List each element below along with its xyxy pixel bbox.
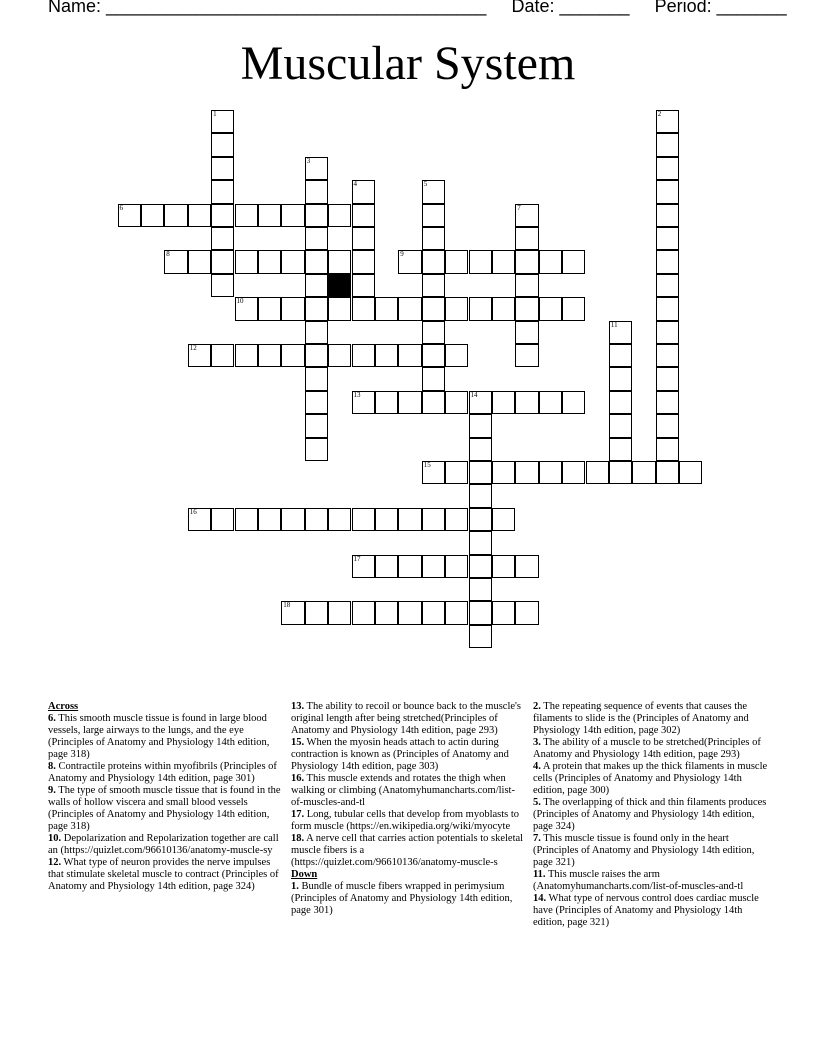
crossword-cell[interactable]	[422, 204, 445, 227]
clue-across-12: 12. What type of neuron provides the nerve impulses that stimulate skeletal muscle to contract (Principles of Anatomy and Physiology 14th edition, page 324)	[48, 857, 279, 892]
crossword-cell[interactable]	[609, 414, 632, 437]
crossword-cell[interactable]	[352, 204, 375, 227]
crossword-cell[interactable]	[469, 531, 492, 554]
crossword-cell[interactable]	[562, 250, 585, 273]
clue-number: 16	[189, 507, 197, 516]
clues-column-left	[48, 701, 282, 893]
crossword-cell[interactable]	[305, 438, 328, 461]
crossword-cell[interactable]	[422, 321, 445, 344]
crossword-cell[interactable]	[305, 250, 328, 273]
crossword-cell[interactable]	[422, 601, 445, 624]
crossword-cell[interactable]	[328, 204, 351, 227]
clue-down-2: 2. The repeating sequence of events that causes the filaments to slide is the (Principles of Anatomy and Physiology 14th edition, page 302)	[533, 701, 749, 736]
clue-number: 5	[423, 180, 428, 189]
crossword-cell[interactable]	[679, 461, 702, 484]
crossword-cell[interactable]	[492, 508, 515, 531]
crossword-cell[interactable]	[305, 157, 328, 180]
crossword-cell[interactable]	[469, 555, 492, 578]
crossword-cell[interactable]	[469, 297, 492, 320]
crossword-cell[interactable]	[281, 297, 304, 320]
crossword-cell[interactable]	[492, 391, 515, 414]
crossword-cell[interactable]	[235, 344, 258, 367]
clue-down-5: 5. The overlapping of thick and thin filaments produces (Principles of Anatomy and Physiology 14th edition, page 324)	[533, 797, 767, 832]
crossword-cell[interactable]	[375, 391, 398, 414]
crossword-cell[interactable]	[305, 204, 328, 227]
clue-across-10: 10. Depolarization and Repolarization together are call an (https://quizlet.com/96610136/anatomy-muscle-sy	[48, 833, 279, 856]
crossword-cell[interactable]	[632, 461, 655, 484]
crossword-cell[interactable]	[281, 250, 304, 273]
crossword-cell[interactable]	[164, 250, 187, 273]
crossword-cell[interactable]	[515, 250, 538, 273]
crossword-cell[interactable]	[164, 204, 187, 227]
clue-number: 11	[610, 320, 618, 329]
crossword-cell[interactable]	[305, 508, 328, 531]
crossword-cell[interactable]	[258, 297, 281, 320]
crossword-cell[interactable]	[539, 391, 562, 414]
crossword-cell[interactable]	[445, 601, 468, 624]
crossword-cell[interactable]	[305, 391, 328, 414]
crossword-cell[interactable]	[281, 601, 304, 624]
name-field-label[interactable]: Name: ______________________________________	[48, 0, 487, 16]
crossword-cell[interactable]	[305, 344, 328, 367]
crossword-cell[interactable]	[305, 274, 328, 297]
crossword-cell[interactable]	[656, 391, 679, 414]
clue-across-18: 18. A nerve cell that carries action potentials to skeletal muscle fibers is a (https://quizlet.com/96610136/anatomy-muscle-s	[291, 833, 524, 868]
crossword-cell[interactable]	[445, 461, 468, 484]
crossword-cell[interactable]	[352, 344, 375, 367]
crossword-cell[interactable]	[352, 274, 375, 297]
crossword-cell[interactable]	[422, 344, 445, 367]
clue-number: 18	[283, 601, 291, 610]
crossword-cell[interactable]	[445, 555, 468, 578]
crossword-cell[interactable]	[211, 344, 234, 367]
crossword-cell[interactable]	[328, 508, 351, 531]
crossword-cell[interactable]	[445, 344, 468, 367]
crossword-cell[interactable]	[422, 461, 445, 484]
crossword-cell[interactable]	[656, 274, 679, 297]
crossword-cell[interactable]	[352, 180, 375, 203]
crossword-cell[interactable]	[609, 438, 632, 461]
clue-number: 3	[306, 156, 311, 165]
crossword-cell[interactable]	[352, 508, 375, 531]
crossword-cell[interactable]	[609, 391, 632, 414]
crossword-cell[interactable]	[305, 414, 328, 437]
crossword-cell[interactable]	[562, 461, 585, 484]
crossword-cell[interactable]	[398, 297, 421, 320]
clue-across-8: 8. Contractile proteins within myofibrils (Principles of Anatomy and Physiology 14th edition, page 301)	[48, 761, 277, 784]
clue-number: 8	[166, 250, 170, 259]
clue-across-15: 15. When the myosin heads attach to actin during contraction is known as (Principles of Anatomy and Physiology 14th edition, page 303)	[291, 737, 509, 772]
crossword-cell[interactable]	[656, 438, 679, 461]
crossword-cell[interactable]	[515, 601, 538, 624]
crossword-cell[interactable]	[469, 250, 492, 273]
crossword-cell[interactable]	[305, 297, 328, 320]
crossword-cell[interactable]	[562, 391, 585, 414]
crossword-cell[interactable]	[375, 555, 398, 578]
clue-down-3: 3. The ability of a muscle to be stretched(Principles of Anatomy and Physiology 14th edition, page 293)	[533, 737, 761, 760]
crossword-cell[interactable]	[515, 274, 538, 297]
crossword-cell[interactable]	[469, 484, 492, 507]
crossword-cell[interactable]	[281, 508, 304, 531]
crossword-cell[interactable]	[515, 461, 538, 484]
crossword-cell[interactable]	[352, 227, 375, 250]
crossword-cell[interactable]	[445, 250, 468, 273]
crossword-cell[interactable]	[352, 555, 375, 578]
crossword-cell[interactable]	[188, 508, 211, 531]
crossword-cell[interactable]	[281, 204, 304, 227]
page-title: Muscular System	[240, 37, 576, 90]
clue-down-14: 14. What type of nervous control does cardiac muscle have (Principles of Anatomy and Physiology 14th edition, page 321)	[533, 893, 759, 928]
crossword-cell[interactable]	[469, 391, 492, 414]
crossword-cell[interactable]	[492, 297, 515, 320]
crossword-cell[interactable]	[656, 157, 679, 180]
crossword-cell[interactable]	[586, 461, 609, 484]
crossword-cell[interactable]	[656, 250, 679, 273]
clue-number: 14	[470, 390, 478, 399]
crossword-cell[interactable]	[305, 180, 328, 203]
crossword-cell[interactable]	[656, 461, 679, 484]
crossword-cell[interactable]	[328, 250, 351, 273]
clue-number: 9	[400, 250, 404, 259]
crossword-cell[interactable]	[258, 204, 281, 227]
crossword-cell[interactable]	[328, 601, 351, 624]
crossword-cell[interactable]	[609, 461, 632, 484]
crossword-cell[interactable]	[609, 344, 632, 367]
crossword-cell[interactable]	[656, 344, 679, 367]
clue-number: 13	[353, 390, 361, 399]
crossword-cell[interactable]	[492, 555, 515, 578]
date-field-label[interactable]: Date: _______	[511, 0, 630, 16]
crossword-cell[interactable]	[656, 110, 679, 133]
crossword-cell[interactable]	[515, 227, 538, 250]
crossword-cell[interactable]	[141, 204, 164, 227]
crossword-cell[interactable]	[445, 391, 468, 414]
crossword-cell[interactable]	[492, 461, 515, 484]
crossword-cell[interactable]	[562, 297, 585, 320]
crossword-cell[interactable]	[656, 133, 679, 156]
crossword-cell[interactable]	[422, 227, 445, 250]
crossword-cell[interactable]	[445, 297, 468, 320]
crossword-cell[interactable]	[398, 250, 421, 273]
crossword-cell[interactable]	[422, 391, 445, 414]
clue-across-17: 17. Long, tubular cells that develop from myoblasts to form muscle (https://en.wikipedia.org/wiki/myocyte	[291, 809, 520, 832]
crossword-cell[interactable]	[398, 601, 421, 624]
crossword-cell[interactable]	[398, 344, 421, 367]
crossword-cell[interactable]	[422, 555, 445, 578]
crossword-cell[interactable]	[539, 297, 562, 320]
crossword-cell[interactable]	[656, 180, 679, 203]
across-heading: Across	[48, 701, 79, 712]
crossword-cell[interactable]	[305, 601, 328, 624]
crossword-cell[interactable]	[445, 508, 468, 531]
crossword-cell[interactable]	[188, 344, 211, 367]
clue-across-13: 13. The ability to recoil or bounce back to the muscle's original length after being stretched(Principles of Anatomy and Physiology 14th edition, page 293)	[291, 701, 522, 736]
crossword-cell[interactable]	[375, 297, 398, 320]
clue-number: 12	[189, 344, 197, 352]
crossword-cell[interactable]	[211, 133, 234, 156]
clue-number: 17	[353, 554, 361, 563]
crossword-cell[interactable]	[539, 461, 562, 484]
crossword-cell[interactable]	[469, 438, 492, 461]
crossword-cell[interactable]	[118, 204, 141, 227]
period-field-label[interactable]: Period: _______	[654, 0, 787, 16]
crossword-cell[interactable]	[305, 367, 328, 390]
crossword-cell[interactable]	[211, 157, 234, 180]
crossword-cell[interactable]	[515, 321, 538, 344]
clue-number: 1	[213, 110, 217, 118]
crossword-cell[interactable]	[515, 297, 538, 320]
clue-down-11: 11. This muscle raises the arm (Anatomyhumancharts.com/list-of-muscles-and-tl	[533, 869, 744, 892]
crossword-cell[interactable]	[656, 321, 679, 344]
crossword-cell[interactable]	[305, 227, 328, 250]
crossword-cell[interactable]	[235, 250, 258, 273]
crossword-cell[interactable]	[656, 414, 679, 437]
clue-down-4: 4. A protein that makes up the thick filaments in muscle cells (Principles of Anatomy and Physiology 14th edition, page 300)	[533, 761, 768, 796]
crossword-cell[interactable]	[422, 367, 445, 390]
crossword-cell[interactable]	[656, 297, 679, 320]
clue-down-7: 7. This muscle tissue is found only in the heart (Principles of Anatomy and Physiology 14th edition, page 321)	[533, 833, 755, 868]
crossword-cell[interactable]	[656, 227, 679, 250]
crossword-cell[interactable]	[469, 578, 492, 601]
crossword-cell[interactable]	[211, 508, 234, 531]
crossword-cell[interactable]	[515, 555, 538, 578]
clue-across-16: 16. This muscle extends and rotates the thigh when walking or climbing (Anatomyhumancharts.com/list-of-muscles-and-tl	[291, 773, 515, 808]
clues-column-middle	[291, 701, 527, 917]
crossword-cell[interactable]	[422, 297, 445, 320]
crossword-cell[interactable]	[656, 367, 679, 390]
crossword-cell[interactable]	[352, 250, 375, 273]
crossword-cell[interactable]	[422, 508, 445, 531]
crossword-cell[interactable]	[352, 601, 375, 624]
crossword-cell[interactable]	[211, 274, 234, 297]
crossword-cell[interactable]	[539, 250, 562, 273]
clue-across-9: 9. The type of smooth muscle tissue that is found in the walls of hollow viscera and small blood vessels (Principles of Anatomy and Physiology 14th edition, page 318)	[48, 785, 281, 832]
crossword-cell[interactable]	[492, 250, 515, 273]
crossword-cell[interactable]	[515, 391, 538, 414]
crossword-cell[interactable]	[375, 344, 398, 367]
crossword-cell[interactable]	[375, 508, 398, 531]
crossword-cell[interactable]	[398, 508, 421, 531]
crossword-cell[interactable]	[492, 601, 515, 624]
crossword-cell[interactable]	[281, 344, 304, 367]
crossword-cell[interactable]	[375, 601, 398, 624]
crossword-cell[interactable]	[656, 204, 679, 227]
crossword-cell[interactable]	[328, 297, 351, 320]
crossword-cell[interactable]	[422, 274, 445, 297]
clue-across-6: 6. This smooth muscle tissue is found in large blood vessels, large airways to the lungs, and the eye (Principles of Anatomy and Physiology 14th edition, page 318)	[48, 713, 270, 760]
crossword-cell[interactable]	[235, 508, 258, 531]
crossword-cell[interactable]	[188, 250, 211, 273]
down-heading: Down	[291, 869, 318, 880]
clue-down-1: 1. Bundle of muscle fibers wrapped in perimysium (Principles of Anatomy and Physiology 14th edition, page 301)	[291, 881, 513, 916]
crossword-cell[interactable]	[469, 414, 492, 437]
clue-number: 10	[236, 297, 244, 306]
crossword-cell[interactable]	[398, 555, 421, 578]
clue-number: 2	[657, 110, 662, 118]
crossword-cell[interactable]	[211, 180, 234, 203]
crossword-cell[interactable]	[258, 250, 281, 273]
crossword-cell[interactable]	[422, 250, 445, 273]
crossword-cell[interactable]	[211, 250, 234, 273]
crossword-cell[interactable]	[469, 461, 492, 484]
clue-number: 6	[119, 203, 123, 212]
clue-number: 4	[353, 180, 357, 189]
crossword-cell[interactable]	[469, 508, 492, 531]
crossword-cell[interactable]	[305, 321, 328, 344]
clue-number: 7	[517, 203, 521, 212]
blocked-cell	[328, 274, 351, 297]
crossword-cell[interactable]	[211, 227, 234, 250]
crossword-cell[interactable]	[328, 344, 351, 367]
crossword-cell[interactable]	[235, 204, 258, 227]
crossword-cell[interactable]	[398, 391, 421, 414]
crossword-cell[interactable]	[609, 367, 632, 390]
crossword-cell[interactable]	[188, 204, 211, 227]
crossword-cell[interactable]	[609, 321, 632, 344]
crossword-cell[interactable]	[258, 344, 281, 367]
crossword-cell[interactable]	[211, 204, 234, 227]
crossword-cell[interactable]	[469, 601, 492, 624]
crossword-cell[interactable]	[515, 204, 538, 227]
clue-number: 15	[423, 461, 431, 469]
crossword-cell[interactable]	[235, 297, 258, 320]
clues-column-right	[533, 701, 769, 929]
crossword-cell[interactable]	[469, 625, 492, 648]
crossword-cell[interactable]	[258, 508, 281, 531]
crossword-cell[interactable]	[352, 297, 375, 320]
crossword-cell[interactable]	[422, 180, 445, 203]
crossword-cell[interactable]	[352, 391, 375, 414]
crossword-cell[interactable]	[211, 110, 234, 133]
crossword-cell[interactable]	[515, 344, 538, 367]
